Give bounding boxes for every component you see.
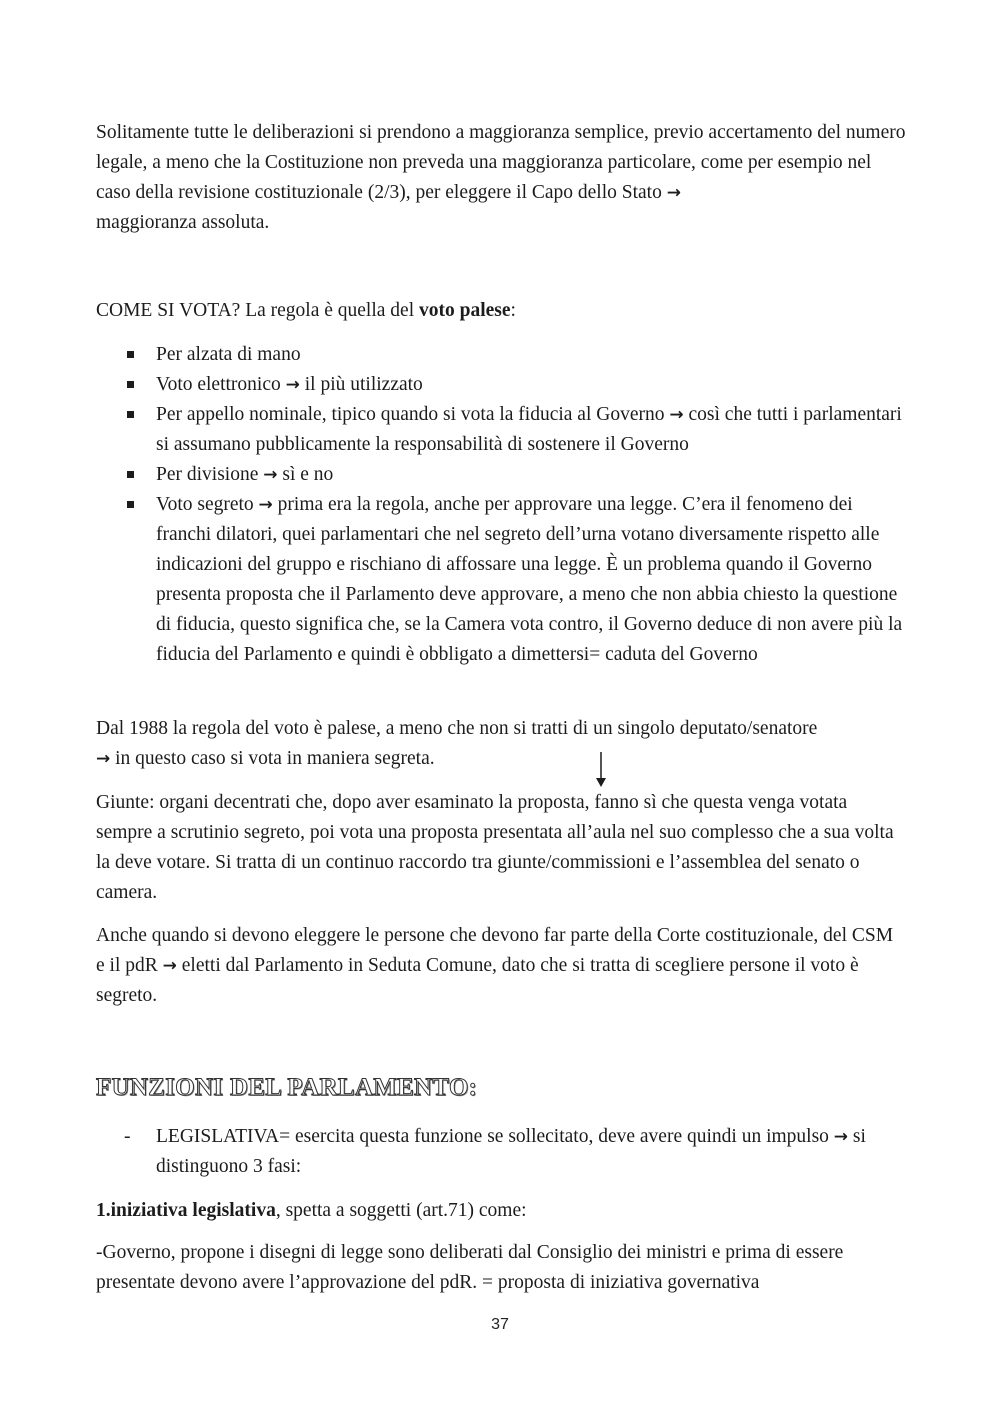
arrow-right-icon: → — [258, 495, 273, 515]
arrow-down-icon — [592, 752, 610, 788]
bold-term: voto palese — [419, 300, 511, 321]
square-bullet-icon — [127, 381, 134, 388]
list-item-text: sì e no — [282, 464, 334, 485]
square-bullet-icon — [127, 351, 134, 358]
list-item-text: prima era la regola, anche per approvare una legge. C’era il fenomeno dei franchi dilatori, quei parlamentari che nel segreto dell’urna votano diversamente rispetto alle indicazioni del gruppo e rischiano di affossare una legge. È un problema quando il Governo presenta proposta che il Parlamento deve approvare, a meno che non abbia chiesto la questione di fiducia, questo significa che, se la Camera vota contro, il Governo deduce di non avere più la fiducia del Parlamento e quindi è obbligato a dimettersi= caduta del Governo — [156, 494, 903, 665]
paragraph-text: maggioranza assoluta. — [96, 212, 270, 233]
paragraph-deliberazioni — [96, 118, 906, 238]
paragraph-giunte — [96, 788, 906, 908]
paragraph-governo — [96, 1238, 906, 1298]
list-item-text: Per alzata di mano — [156, 344, 301, 365]
paragraph-text: Dal 1988 la regola del voto è palese, a meno che non si tratti di un singolo deputato/senatore — [96, 718, 818, 739]
list-item-text: così che tutti i parlamentari si assumano pubblicamente la responsabilità di sostenere il Governo — [156, 404, 902, 455]
arrow-right-icon: → — [669, 405, 684, 425]
voting-methods-list — [96, 340, 906, 670]
list-item — [96, 460, 906, 490]
arrow-right-icon: → — [666, 183, 681, 203]
list-item — [96, 370, 906, 400]
list-item-text: Voto elettronico — [156, 374, 281, 395]
arrow-right-icon: → — [285, 375, 300, 395]
square-bullet-icon — [127, 501, 134, 508]
square-bullet-icon — [127, 411, 134, 418]
list-item-text: si distinguono 3 fasi: — [156, 1126, 866, 1177]
paragraph-eleggere — [96, 921, 906, 1011]
list-item-text: Per appello nominale, tipico quando si vota la fiducia al Governo — [156, 404, 665, 425]
paragraph-dal-1988 — [96, 714, 906, 774]
section-heading: FUNZIONI DEL PARLAMENTO: — [96, 1074, 478, 1101]
arrow-right-icon: → — [162, 956, 177, 976]
square-bullet-icon — [127, 471, 134, 478]
paragraph-text: Anche quando si devono eleggere le persone che devono far parte della Corte costituzionale, del CSM e il pdR — [96, 925, 894, 976]
list-item — [96, 400, 906, 460]
arrow-right-icon: → — [833, 1127, 849, 1147]
paragraph-text: , spetta a soggetti (art.71) come: — [275, 1200, 527, 1221]
paragraph-text: in questo caso si vota in maniera segreta. — [115, 748, 435, 769]
punctuation: : — [510, 300, 516, 321]
paragraph-text: Solitamente tutte le deliberazioni si prendono a maggioranza semplice, previo accertamento del numero legale, a meno che la Costituzione non preveda una maggioranza particolare, come per esempio nel caso della revisione costituzionale (2/3), per eleggere il Capo dello Stato — [96, 122, 906, 203]
bold-term: 1.iniziativa legislativa — [96, 1200, 276, 1221]
dash-bullet: - — [124, 1126, 131, 1147]
list-item-text: Per divisione — [156, 464, 259, 485]
functions-list — [96, 1122, 906, 1182]
list-item-text: Voto segreto — [156, 494, 254, 515]
paragraph-iniziativa — [96, 1196, 906, 1226]
list-item-text: LEGISLATIVA= esercita questa funzione se sollecitato, deve avere quindi un impulso — [156, 1126, 829, 1147]
arrow-right-icon: → — [96, 749, 111, 769]
paragraph-come-si-vota — [96, 296, 906, 326]
paragraph-text: -Governo, propone i disegni di legge sono deliberati dal Consiglio dei ministri e prima di essere presentate devono avere l’approvazione del pdR. = proposta di iniziativa governativa — [96, 1242, 844, 1293]
arrow-right-icon: → — [263, 465, 278, 485]
list-item — [96, 340, 906, 370]
list-item — [96, 490, 906, 670]
paragraph-text: eletti dal Parlamento in Seduta Comune, dato che si tratta di scegliere persone il voto è segreto. — [96, 955, 859, 1006]
paragraph-text: Giunte: organi decentrati che, dopo aver esaminato la proposta, fanno sì che questa venga votata sempre a scrutinio segreto, poi vota una proposta presentata all’aula nel suo complesso che a sua volta la deve votare. Si tratta di un continuo raccordo tra giunte/commissioni e l’assemblea del senato o camera. — [96, 792, 894, 903]
question-text: COME SI VOTA? La regola è quella del — [96, 300, 419, 321]
list-item-text: il più utilizzato — [304, 374, 423, 395]
list-item — [96, 1122, 906, 1182]
page-number: 37 — [491, 1316, 509, 1333]
